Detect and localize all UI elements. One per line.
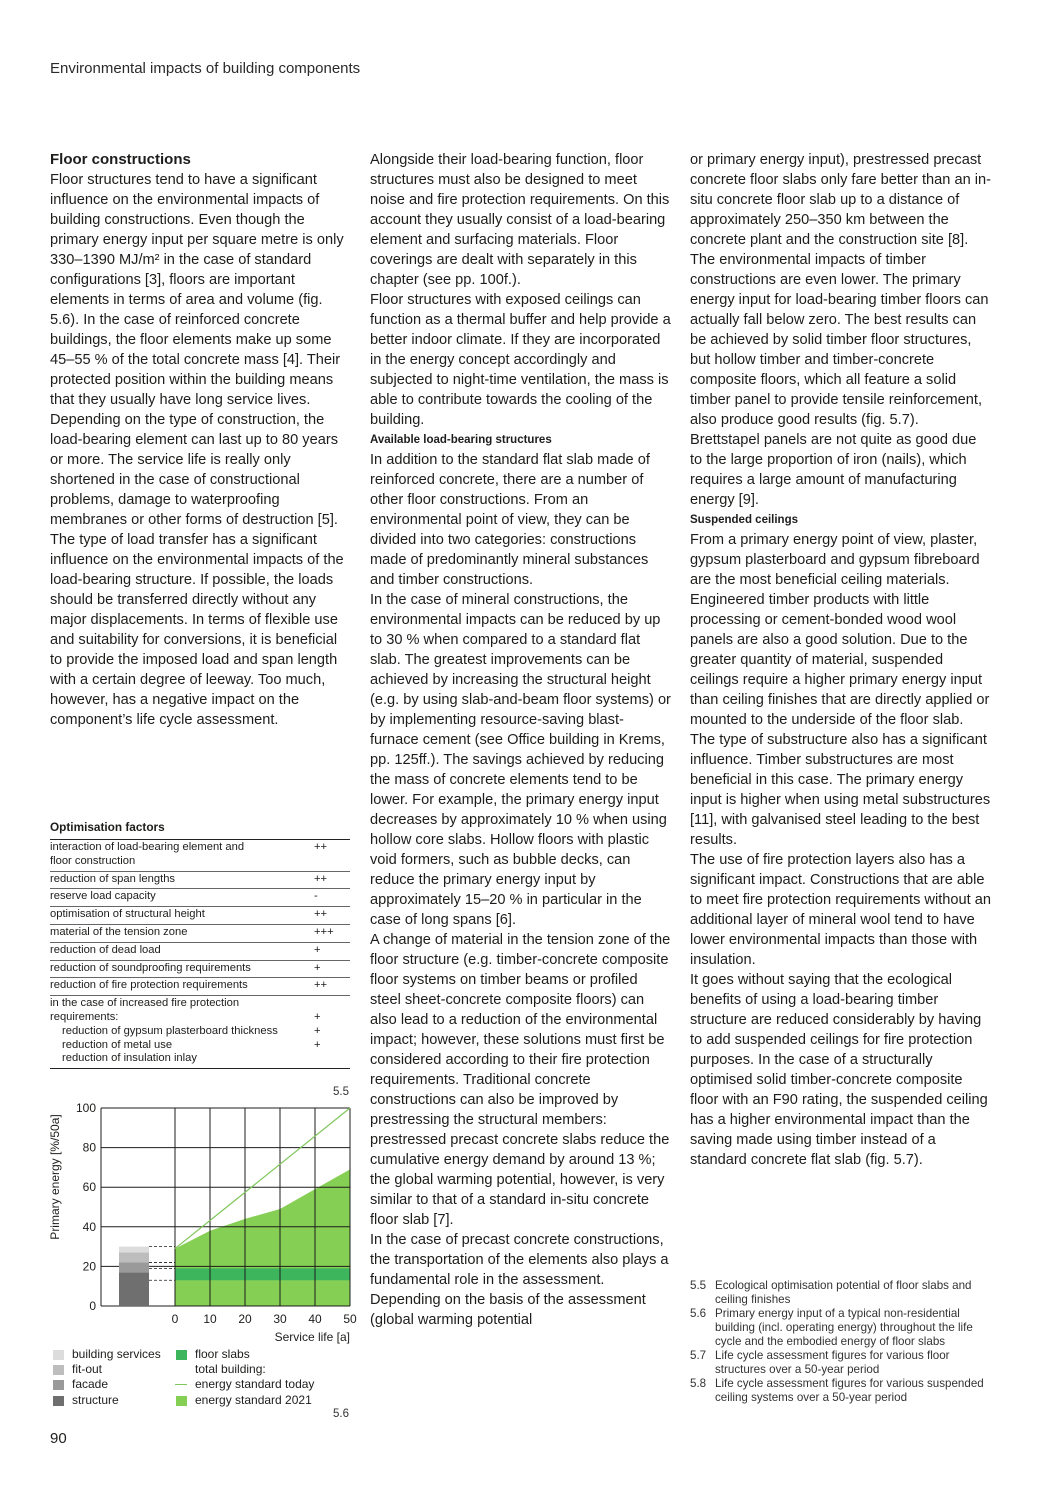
rating-cell: +: [314, 942, 350, 960]
figure-label: 5.6: [333, 1408, 349, 1420]
legend-subtitle: total building:: [195, 1362, 266, 1377]
bar-segment-facade: [119, 1262, 149, 1272]
sub-factor: reduction of gypsum plasterboard thickness: [62, 1024, 278, 1037]
rating-cell: ++: [314, 871, 350, 889]
legend-swatch: [53, 1365, 64, 1375]
factor-cell: interaction of load-bearing element and floor construction: [50, 840, 314, 872]
factor-cell: reduction of dead load: [50, 942, 314, 960]
section-heading: Floor constructions: [50, 151, 191, 168]
caption: 5.8 Life cycle assessment figures for various suspended ceiling systems over a 50-year period: [690, 1377, 984, 1404]
paragraph: or primary energy input), prestressed precast concrete floor slabs only fare better than an in-situ concrete floor slab up to a distance of approximately 250–350 km between the concrete plant and the construction site [8].: [690, 152, 991, 248]
sub-factor: reduction of metal use: [62, 1038, 173, 1051]
table-row: [50, 840, 350, 872]
paragraph: The type of load transfer has a significant influence on the environmental impacts of the load-bearing structure. If possible, the loads should be transferred directly without any major displacements. In terms of flexible use and suitability for conversions, it is beneficial to provide the imposed load and span length with a certain degree of leeway. Too much, however, has a negative impact on the component’s life cycle assessment.: [50, 532, 344, 728]
column-3: [690, 150, 992, 1170]
legend-line-swatch: [175, 1384, 187, 1385]
sub-rating: +: [314, 1038, 321, 1051]
bar-segment-building-services: [119, 1247, 149, 1253]
table-row: [50, 924, 350, 942]
sub-factor: reduction of insulation inlay: [62, 1052, 197, 1065]
table-row: [50, 996, 350, 1069]
paragraph: A change of material in the tension zone of the floor structure (e.g. timber-concrete composite floor systems on timber beams or profiled steel sheet-concrete composite floors) can also lead to a reduction of the environmental impact; however, these solutions must first be considered according to their fire protection requirements. Traditional concrete constructions can also be improved by prestressing the structural members: prestressed precast concrete slabs reduce the cumulative energy demand by around 13 %; the global warming potential, however, is very similar to that of a standard in-situ concrete floor slab [7].: [370, 932, 671, 1228]
rating-cell: ++: [314, 978, 350, 996]
paragraph: Floor structures tend to have a significant influence on the environmental impacts of building constructions. Even though the primary energy input per square metre is only 330–1390 MJ/m² in the case of standard configurations [3], floors are important elements in terms of area and volume (fig. 5.6). In the case of reinforced concrete buildings, the floor elements make up some 45–55 % of the total concrete mass [4]. Their protected position within the building means that they usually have long service lives. Depending on the type of construction, the load-bearing element can last up to 80 years or more. The service life is really only shortened in the case of constructional problems, damage to waterproofing membranes or other forms of destruction [5].: [50, 172, 344, 528]
legend-item: fit-out: [50, 1362, 161, 1377]
rating-cell: +++: [314, 924, 350, 942]
table-row: [50, 978, 350, 996]
legend-swatch: [176, 1350, 187, 1360]
paragraph: In the case of precast concrete constructions, the transportation of the elements also plays a fundamental role in the assessment. Depending on the basis of the assessment (global warming potential: [370, 1232, 669, 1328]
page-number: 90: [50, 1430, 67, 1447]
table-row: [50, 942, 350, 960]
figure-label: 5.5: [333, 1086, 349, 1098]
x-tick-label: 0: [171, 1312, 179, 1326]
paragraph: The environmental impacts of timber constructions are even lower. The primary energy input for load-bearing timber floors can actually fall below zero. The best results can be achieved by solid timber floor structures, but hollow timber and timber-concrete composite floors, which all feature a solid timber panel to provide tensile reinforcement, also produce good results (fig. 5.7). Brettstapel panels are not quite as good due to the large proportion of iron (nails), which requires a large amount of manufacturing energy [9].: [690, 252, 989, 508]
legend-swatch: [53, 1396, 64, 1406]
paragraph: In the case of mineral constructions, the environmental impacts can be reduced by up to 30 % when compared to a standard flat slab. The greatest improvements can be achieved by increasing the structural height (e.g. by using slab-and-beam floor systems) or by implementing resource-saving blast-furnace cement (see Office building in Krems, pp. 125ff.). The savings achieved by reducing the mass of concrete elements tend to be lower. For example, the primary energy input decreases by approximately 10 % when using hollow core slabs. Hollow floors with plastic void formers, such as bubble decks, can reduce the primary energy input by approximately 15–20 % in particular in the case of long spans [6].: [370, 592, 671, 928]
subheading: Available load-bearing structures: [370, 434, 552, 446]
rating-cell: ++: [314, 840, 350, 872]
factor-cell: reduction of span lengths: [50, 871, 314, 889]
paragraph: It goes without saying that the ecological benefits of using a load-bearing timber structure are reduced considerably by having to add suspended ceilings for fire protection purposes. In the case of a structurally optimised solid timber-concrete composite floor with an F90 rating, the suspended ceiling has a higher environmental impact than the saving made using timber instead of a standard concrete flat slab (fig. 5.7).: [690, 972, 988, 1168]
rating-cell: +: [314, 960, 350, 978]
factor-cell: reduction of soundproofing requirements: [50, 960, 314, 978]
floor-slabs-band: [175, 1268, 350, 1280]
caption: 5.7 Life cycle assessment figures for various floor structures over a 50-year period: [690, 1349, 950, 1376]
legend-item: building services: [50, 1347, 161, 1362]
y-tick-label: 100: [75, 1101, 96, 1115]
y-tick-label: 60: [82, 1180, 96, 1195]
table-row: [50, 907, 350, 925]
subheading: Suspended ceilings: [690, 514, 798, 526]
paragraph: Floor structures with exposed ceilings can function as a thermal buffer and help provide a better indoor climate. If they are incorporated in the energy concept accordingly and subjected to night-time ventilation, the mass is able to contribute towards the cooling of the building.: [370, 292, 671, 428]
paragraph: The use of fire protection layers also has a significant impact. Constructions that are able to meet fire protection requirements without an additional layer of mineral wool tend to have lower environmental impacts than those with insulation.: [690, 852, 991, 968]
legend-item: facade: [50, 1377, 161, 1392]
table-row: [50, 889, 350, 907]
table-row: [50, 960, 350, 978]
rating-cell: ++: [314, 907, 350, 925]
rating-cell: -: [314, 889, 350, 907]
caption: 5.6 Primary energy input of a typical non-residential building (incl. operating energy) throughout the life cycle and the embodied energy of floor slabs: [690, 1307, 973, 1348]
factor-cell: optimisation of structural height: [50, 907, 314, 925]
factor-cell: material of the tension zone: [50, 924, 314, 942]
legend-swatch: [53, 1350, 64, 1360]
legend-item: energy standard today: [173, 1377, 314, 1392]
legend-swatch: [176, 1396, 187, 1406]
y-tick-label: 0: [89, 1299, 96, 1313]
legend-item: floor slabs: [173, 1347, 314, 1362]
paragraph: Alongside their load-bearing function, floor structures must also be designed to meet noise and fire protection requirements. On this account they usually consist of a load-bearing element and surfacing materials. Floor coverings are dealt with separately in this chapter (see pp. 100f.).: [370, 152, 670, 288]
paragraph: In addition to the standard flat slab made of reinforced concrete, there are a number of other floor constructions. From an environmental point of view, they can be divided into two categories: constructions made of predominantly mineral substances and timber constructions.: [370, 452, 650, 588]
x-tick-label: 20: [238, 1312, 252, 1326]
caption: 5.5 Ecological optimisation potential of floor slabs and ceiling finishes: [690, 1279, 972, 1306]
optimisation-table: [50, 839, 350, 1069]
factor-cell: in the case of increased fire protection requirements: reduction of gypsum plasterboard thickness reduction of metal use reduction of insulation inlay: [50, 996, 314, 1069]
bar-segment-fit-out: [119, 1253, 149, 1263]
energy-standard-2021-area: [175, 1169, 350, 1306]
rating-cell: + + +: [314, 996, 350, 1069]
x-axis-label: Service life [a]: [274, 1330, 350, 1344]
y-tick-label: 80: [82, 1140, 96, 1155]
legend-swatch: [53, 1380, 64, 1390]
x-tick-label: 50: [343, 1312, 357, 1326]
x-tick-label: 30: [273, 1312, 287, 1326]
sub-rating: +: [314, 1024, 321, 1037]
chart-legend-left: [50, 1347, 161, 1408]
y-tick-label: 40: [82, 1219, 96, 1234]
x-tick-label: 10: [203, 1312, 217, 1326]
running-title: Environmental impacts of building components: [50, 60, 361, 77]
primary-energy-chart: [44, 1096, 357, 1346]
y-tick-label: 20: [82, 1259, 96, 1274]
factor-cell: reduction of fire protection requirements: [50, 978, 314, 996]
factor-cell: reserve load capacity: [50, 889, 314, 907]
table-row: [50, 871, 350, 889]
paragraph: From a primary energy point of view, plaster, gypsum plasterboard and gypsum fibreboard are the most beneficial ceiling materials. Engineered timber products with little processing or cement-bonded wood wool panels are also a good solution. Due to the greater quantity of material, suspended ceilings require a higher primary energy input than ceiling finishes that are directly applied or mounted to the underside of the floor slab. The type of substructure also has a significant influence. Timber substructures are most beneficial in this case. The primary energy input is higher when using metal substructures [11], with galvanised steel leading to the best results.: [690, 532, 991, 848]
column-2: [370, 150, 672, 1330]
legend-item: energy standard 2021: [173, 1393, 314, 1408]
column-1: [50, 150, 352, 730]
table-title: Optimisation factors: [50, 820, 165, 834]
y-axis-label: Primary energy [%/50a]: [48, 1114, 62, 1240]
figure-captions: [690, 1279, 990, 1405]
x-tick-label: 40: [308, 1312, 322, 1326]
legend-item: structure: [50, 1393, 161, 1408]
bar-segment-structure: [119, 1272, 149, 1306]
chart-legend-right: [173, 1347, 314, 1408]
